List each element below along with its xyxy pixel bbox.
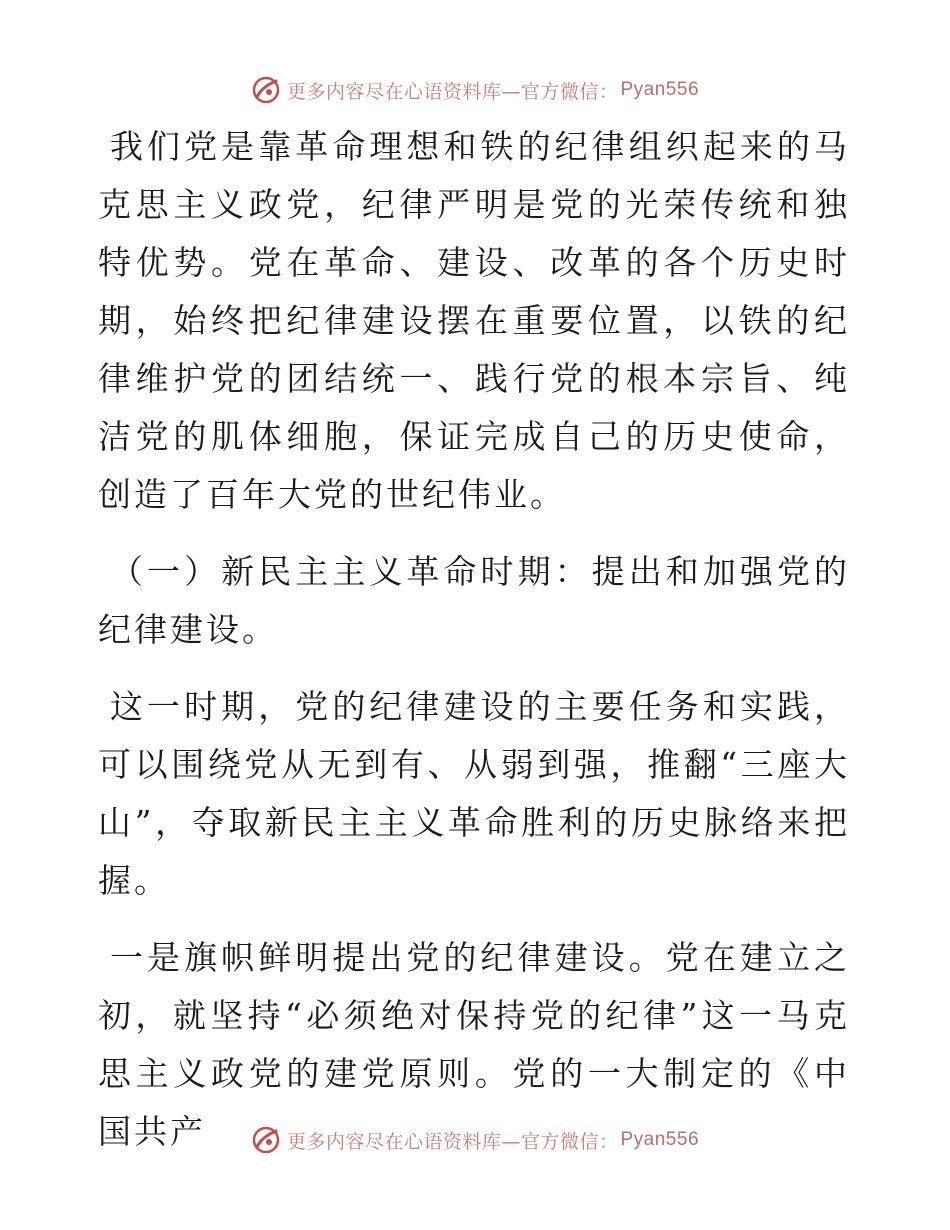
- watermark-contact: Pyan556: [620, 79, 700, 100]
- footer-watermark: [0, 1123, 950, 1157]
- watermark-text: 更多内容尽在心语资料库—官方微信：: [286, 80, 619, 103]
- paragraph-overview: 这一时期，党的纪律建设的主要任务和实践，可以围绕党从无到有、从弱到强，推翻“三座大山”，夺取新民主主义革命胜利的历史脉络来把握。: [98, 687, 850, 900]
- paragraph-point-one: 一是旗帜鲜明提出党的纪律建设。党在建立之初，就坚持“必须绝对保持党的纪律”这一马克思主义政党的建党原则。党的一大制定的《中国共产: [98, 938, 850, 1151]
- watermark-contact: Pyan556: [620, 1129, 700, 1150]
- brush-seal-icon: [251, 1125, 281, 1155]
- section-heading: （一）新民主主义革命时期：提出和加强党的纪律建设。: [98, 552, 850, 649]
- header-watermark: [0, 73, 950, 107]
- watermark-text: 更多内容尽在心语资料库—官方微信：: [286, 1130, 619, 1153]
- document-body: [98, 118, 850, 1180]
- paragraph-intro: 我们党是靠革命理想和铁的纪律组织起来的马克思主义政党，纪律严明是党的光荣传统和独特优势。党在革命、建设、改革的各个历史时期，始终把纪律建设摆在重要位置，以铁的纪律维护党的团结统一、践行党的根本宗旨、纯洁党的肌体细胞，保证完成自己的历史使命，创造了百年大党的世纪伟业。: [98, 127, 850, 514]
- brush-seal-icon: [251, 75, 281, 105]
